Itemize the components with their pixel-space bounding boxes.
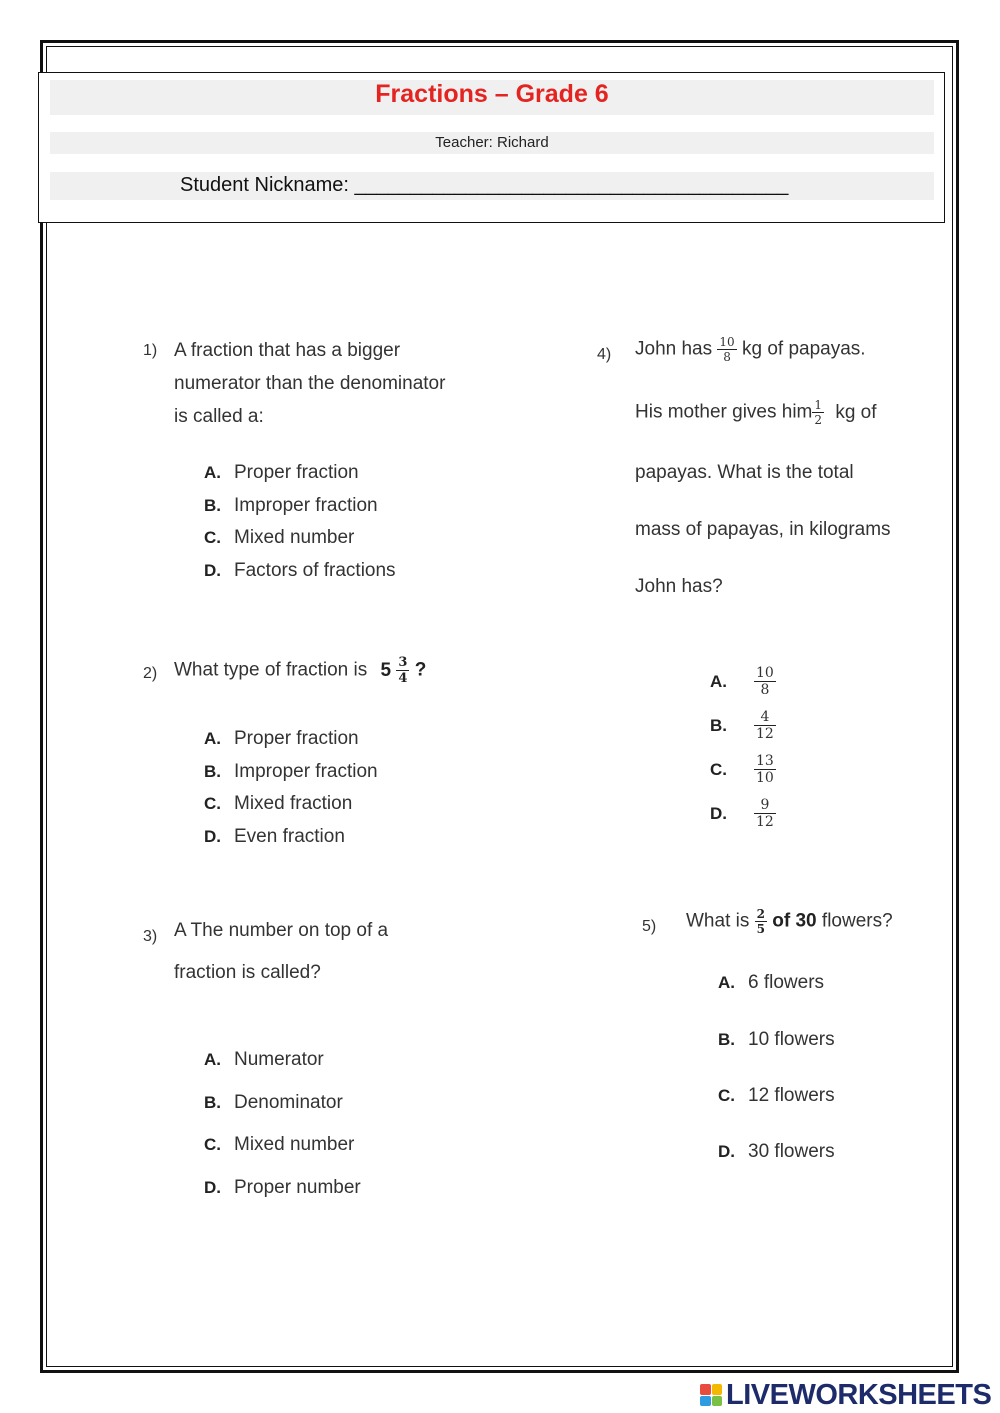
fraction	[754, 666, 776, 697]
question-number: 5)	[642, 918, 657, 935]
option-letter: C.	[718, 1086, 735, 1105]
question-line: fraction is called?	[174, 962, 321, 983]
question-number: 2)	[143, 665, 158, 682]
option-text: Numerator	[234, 1049, 324, 1070]
question-text: John has	[635, 338, 713, 360]
question-text: kg of	[835, 401, 877, 423]
option-letter: A.	[204, 729, 221, 748]
fraction	[396, 656, 409, 685]
option-letter: C.	[204, 1135, 221, 1154]
fraction-denominator: 8	[760, 682, 770, 698]
fraction-denominator: 12	[756, 726, 774, 742]
question-number: 1)	[143, 342, 158, 359]
question-text	[686, 908, 893, 935]
question-line: mass of papayas, in kilograms	[635, 519, 891, 540]
option-d[interactable]	[204, 560, 396, 582]
fraction-numerator: 10	[756, 665, 774, 681]
option-b[interactable]	[204, 1092, 343, 1114]
fraction-numerator: 2	[756, 907, 765, 921]
option-letter: D.	[204, 561, 221, 580]
option-a[interactable]	[710, 666, 776, 697]
fraction-denominator: 12	[756, 814, 774, 830]
fraction-numerator: 9	[754, 798, 776, 814]
option-letter: D.	[204, 827, 221, 846]
teacher-label: Teacher: Richard	[435, 134, 549, 151]
option-c[interactable]	[204, 793, 352, 815]
option-text: Proper fraction	[234, 462, 359, 483]
option-text: Improper fraction	[234, 495, 378, 516]
option-letter: A.	[204, 463, 221, 482]
option-letter: A.	[710, 671, 727, 691]
fraction	[755, 908, 767, 935]
question-mark: ?	[414, 659, 427, 681]
option-letter: C.	[204, 528, 221, 547]
question-line: What type of fraction is	[174, 659, 368, 681]
question-line: A fraction that has a bigger	[174, 340, 401, 361]
question-line: John has?	[635, 576, 723, 597]
mixed-whole: 5	[380, 659, 392, 681]
question-text	[174, 334, 445, 433]
question-line: papayas. What is the total	[635, 462, 854, 483]
fraction-numerator: 4	[754, 710, 776, 726]
option-text: Proper number	[234, 1177, 361, 1198]
option-a[interactable]	[204, 462, 359, 484]
fraction-denominator: 10	[756, 770, 774, 786]
option-text: Improper fraction	[234, 761, 378, 782]
fraction	[754, 710, 776, 741]
liveworksheets-logo[interactable]	[700, 1378, 991, 1412]
option-c[interactable]	[204, 1134, 354, 1156]
option-letter: A.	[718, 973, 735, 992]
option-letter: C.	[204, 794, 221, 813]
option-text: 10 flowers	[748, 1029, 835, 1050]
option-letter: D.	[718, 1142, 735, 1161]
option-letter: B.	[204, 1093, 221, 1112]
question-line: A The number on top of a	[174, 920, 389, 941]
option-text: Factors of fractions	[234, 560, 396, 581]
question-line	[635, 399, 877, 426]
question-text	[174, 656, 426, 685]
option-letter: B.	[710, 715, 727, 735]
fraction-numerator: 10	[719, 335, 735, 349]
option-letter: C.	[710, 759, 727, 779]
option-c[interactable]	[718, 1085, 835, 1107]
option-text: 30 flowers	[748, 1141, 835, 1162]
option-letter: B.	[718, 1030, 735, 1049]
page-title: Fractions – Grade 6	[375, 80, 609, 108]
logo-square-yellow	[712, 1384, 723, 1395]
option-text: Mixed number	[234, 1134, 355, 1155]
option-letter: B.	[204, 762, 221, 781]
fraction-numerator: 13	[756, 753, 774, 769]
nickname-field[interactable]: Student Nickname: _______________________________________	[180, 174, 789, 196]
option-text: Even fraction	[234, 826, 345, 847]
option-letter: A.	[204, 1050, 221, 1069]
option-letter: B.	[204, 496, 221, 515]
option-a[interactable]	[718, 972, 824, 994]
question-line	[635, 336, 866, 363]
option-text: Proper fraction	[234, 728, 359, 749]
option-letter: D.	[204, 1178, 221, 1197]
option-text: 12 flowers	[748, 1085, 835, 1106]
question-line: flowers?	[821, 910, 893, 932]
option-a[interactable]	[204, 728, 359, 750]
fraction-denominator: 5	[756, 922, 765, 936]
option-d[interactable]	[204, 826, 345, 848]
question-number: 4)	[597, 346, 612, 363]
logo-square-blue	[700, 1396, 711, 1407]
option-b[interactable]	[710, 710, 776, 741]
option-b[interactable]	[718, 1029, 835, 1051]
fraction-numerator: 1	[814, 398, 823, 412]
question-line: is called a:	[174, 406, 264, 427]
page-border-inner	[46, 46, 953, 1367]
option-text: 6 flowers	[748, 972, 825, 993]
question-line: numerator than the denominator	[174, 373, 446, 394]
fraction	[754, 754, 776, 785]
fraction-numerator: 3	[398, 655, 408, 670]
option-c[interactable]	[710, 754, 776, 785]
fraction	[754, 798, 776, 829]
option-b[interactable]	[204, 761, 378, 783]
logo-icon	[700, 1384, 722, 1406]
option-text: Mixed fraction	[234, 793, 353, 814]
fraction-denominator: 2	[814, 413, 823, 427]
logo-square-green	[712, 1396, 723, 1407]
question-line: What is	[686, 910, 750, 932]
option-letter: D.	[710, 803, 727, 823]
fraction	[812, 399, 824, 426]
option-a[interactable]	[204, 1049, 324, 1071]
logo-square-red	[700, 1384, 711, 1395]
option-b[interactable]	[204, 495, 378, 517]
option-d[interactable]	[718, 1141, 835, 1163]
fraction-denominator: 4	[398, 671, 408, 686]
option-d[interactable]	[204, 1177, 361, 1199]
question-number: 3)	[143, 928, 158, 945]
question-emphasis: of 30	[772, 910, 817, 932]
option-d[interactable]	[710, 798, 776, 829]
fraction-denominator: 8	[723, 350, 731, 364]
question-text: His mother gives him	[635, 401, 813, 423]
option-text: Mixed number	[234, 527, 355, 548]
option-c[interactable]	[204, 527, 354, 549]
fraction	[717, 336, 736, 363]
question-text: kg of papayas.	[741, 338, 866, 360]
option-text: Denominator	[234, 1092, 343, 1113]
logo-text: LIVEWORKSHEETS	[726, 1378, 992, 1411]
